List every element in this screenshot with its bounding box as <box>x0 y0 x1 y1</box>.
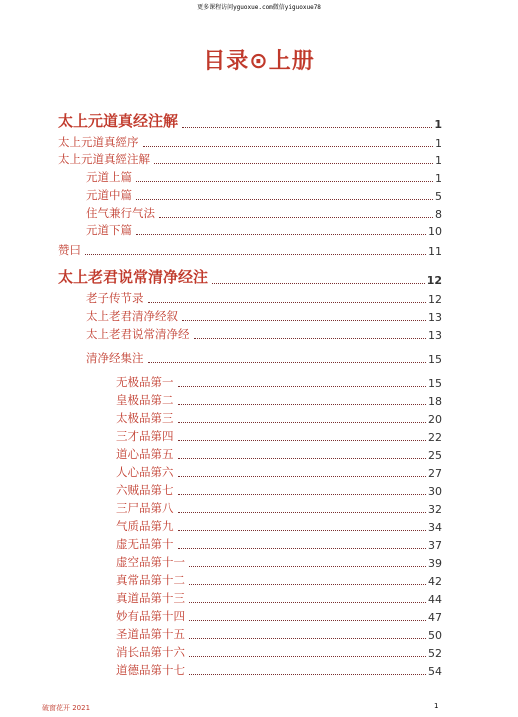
toc-entry[interactable] <box>58 242 442 258</box>
toc-leader-dots <box>178 529 427 531</box>
toc-leader-dots <box>178 511 427 513</box>
toc-entry[interactable] <box>116 374 442 390</box>
toc-entry-page: 8 <box>435 208 442 221</box>
toc-entry-page: 5 <box>435 190 442 203</box>
toc-entry-page: 37 <box>428 539 442 552</box>
toc-entry-page: 27 <box>428 467 442 480</box>
toc-entry-page: 1 <box>434 118 442 131</box>
toc-leader-dots <box>182 319 426 321</box>
toc-entry[interactable] <box>86 169 442 185</box>
toc-entry-label: 道德品第十七 <box>116 663 185 677</box>
toc-leader-dots <box>148 301 427 303</box>
toc-leader-dots <box>189 673 426 675</box>
toc-entry[interactable] <box>86 308 442 324</box>
toc-entry-page: 18 <box>428 395 442 408</box>
toc-entry-page: 1 <box>435 154 442 167</box>
toc-leader-dots <box>178 475 427 477</box>
toc-entry-label: 三才品第四 <box>116 429 174 443</box>
toc-entry-page: 47 <box>428 611 442 624</box>
toc-entry[interactable] <box>116 590 442 606</box>
toc-entry-page: 50 <box>428 629 442 642</box>
toc-entry-page: 1 <box>435 137 442 150</box>
page-header-text: 更多课程访问yguoxue.com微信yiguoxue78 <box>197 4 321 11</box>
toc-entry[interactable] <box>116 662 442 678</box>
toc-entry-page: 11 <box>428 245 442 258</box>
toc-entry[interactable] <box>58 266 442 287</box>
toc-entry-label: 真道品第十三 <box>116 591 185 605</box>
toc-entry-page: 12 <box>428 293 442 306</box>
toc-entry[interactable] <box>116 410 442 426</box>
toc-entry[interactable] <box>86 187 442 203</box>
toc-leader-dots <box>136 180 433 182</box>
toc-entry-label: 太上元道真經注解 <box>58 152 150 166</box>
toc-entry-page: 25 <box>428 449 442 462</box>
toc-leader-dots <box>178 493 427 495</box>
toc-entry-label: 赞曰 <box>58 243 81 257</box>
toc-entry-page: 32 <box>428 503 442 516</box>
toc-entry[interactable] <box>116 446 442 462</box>
toc-entry-page: 10 <box>428 225 442 238</box>
toc-entry-page: 42 <box>428 575 442 588</box>
toc-entry-label: 太上老君清净经叙 <box>86 309 178 323</box>
toc-entry-label: 太上老君说常清净经 <box>86 327 190 341</box>
toc-leader-dots <box>182 126 432 128</box>
toc-leader-dots <box>154 162 433 164</box>
toc-leader-dots <box>194 337 427 339</box>
toc-entry[interactable] <box>58 151 442 167</box>
toc-entry-label: 道心品第五 <box>116 447 174 461</box>
toc-leader-dots <box>178 385 427 387</box>
toc-entry-page: 22 <box>428 431 442 444</box>
toc-entry-label: 虚空品第十一 <box>116 555 185 569</box>
toc-leader-dots <box>178 547 427 549</box>
toc-entry-page: 12 <box>426 274 442 287</box>
toc-leader-dots <box>178 421 427 423</box>
toc-entry[interactable] <box>116 392 442 408</box>
toc-entry-label: 老子传节录 <box>86 291 144 305</box>
toc-entry-page: 39 <box>428 557 442 570</box>
toc-entry-page: 30 <box>428 485 442 498</box>
toc-entry-label: 元道中篇 <box>86 188 132 202</box>
toc-entry-page: 13 <box>428 329 442 342</box>
toc-leader-dots <box>136 233 426 235</box>
toc-entry-page: 1 <box>435 172 442 185</box>
toc-entry-page: 44 <box>428 593 442 606</box>
toc-entry-label: 真常品第十二 <box>116 573 185 587</box>
toc-entry-label: 无极品第一 <box>116 375 174 389</box>
page-title: 目录⊙上册 <box>203 49 315 74</box>
toc-leader-dots <box>85 253 426 255</box>
toc-entry-label: 妙有品第十四 <box>116 609 185 623</box>
toc-leader-dots <box>212 282 425 284</box>
toc-leader-dots <box>189 637 426 639</box>
toc-entry-label: 六贼品第七 <box>116 483 174 497</box>
toc-entry[interactable] <box>86 326 442 342</box>
toc-entry[interactable] <box>116 518 442 534</box>
toc-entry-label: 元道下篇 <box>86 223 132 237</box>
toc-leader-dots <box>143 145 434 147</box>
toc-leader-dots <box>189 583 426 585</box>
toc-leader-dots <box>189 619 426 621</box>
toc-entry-label: 元道上篇 <box>86 170 132 184</box>
toc-leader-dots <box>136 198 433 200</box>
toc-entry-page: 54 <box>428 665 442 678</box>
toc-entry[interactable] <box>86 222 442 238</box>
toc-leader-dots <box>178 403 427 405</box>
toc-entry[interactable] <box>116 626 442 642</box>
toc-entry[interactable] <box>116 644 442 660</box>
toc-entry-page: 20 <box>428 413 442 426</box>
toc-entry[interactable] <box>86 290 442 306</box>
toc-entry-label: 消长品第十六 <box>116 645 185 659</box>
toc-entry[interactable] <box>116 464 442 480</box>
toc-leader-dots <box>189 655 426 657</box>
toc-entry-page: 15 <box>428 377 442 390</box>
toc-leader-dots <box>189 601 426 603</box>
toc-entry-label: 太上元道真经注解 <box>58 112 179 130</box>
toc-entry-label: 太上元道真經序 <box>58 135 139 149</box>
toc-entry-label: 圣道品第十五 <box>116 627 185 641</box>
toc-leader-dots <box>178 439 427 441</box>
toc-entry-page: 13 <box>428 311 442 324</box>
toc-entry[interactable] <box>86 205 442 221</box>
toc-entry-page: 15 <box>428 353 442 366</box>
toc-entry-label: 太极品第三 <box>116 411 174 425</box>
toc-entry[interactable] <box>58 134 442 150</box>
toc-leader-dots <box>189 565 426 567</box>
toc-leader-dots <box>148 361 427 363</box>
toc-entry[interactable] <box>116 482 442 498</box>
toc-entry-label: 太上老君说常清净经注 <box>58 268 209 286</box>
toc-entry-label: 住气兼行气法 <box>86 206 155 220</box>
footer-author: 破窗花开 2021 <box>42 704 91 712</box>
toc-entry-page: 34 <box>428 521 442 534</box>
toc-entry-label: 三尸品第八 <box>116 501 174 515</box>
toc-leader-dots <box>159 216 433 218</box>
footer-page-number: 1 <box>434 702 439 710</box>
toc-entry[interactable] <box>116 572 442 588</box>
toc-entry[interactable] <box>58 110 442 131</box>
toc-entry[interactable] <box>116 428 442 444</box>
toc-entry[interactable] <box>86 350 442 366</box>
toc-entry-label: 清净经集注 <box>86 351 144 365</box>
toc-entry-label: 虚无品第十 <box>116 537 174 551</box>
toc-entry[interactable] <box>116 500 442 516</box>
toc-entry[interactable] <box>116 608 442 624</box>
toc-entry-page: 52 <box>428 647 442 660</box>
toc-entry-label: 气质品第九 <box>116 519 174 533</box>
toc-entry[interactable] <box>116 536 442 552</box>
toc-entry-label: 人心品第六 <box>116 465 174 479</box>
toc-entry-label: 皇极品第二 <box>116 393 174 407</box>
toc-entry[interactable] <box>116 554 442 570</box>
toc-leader-dots <box>178 457 427 459</box>
